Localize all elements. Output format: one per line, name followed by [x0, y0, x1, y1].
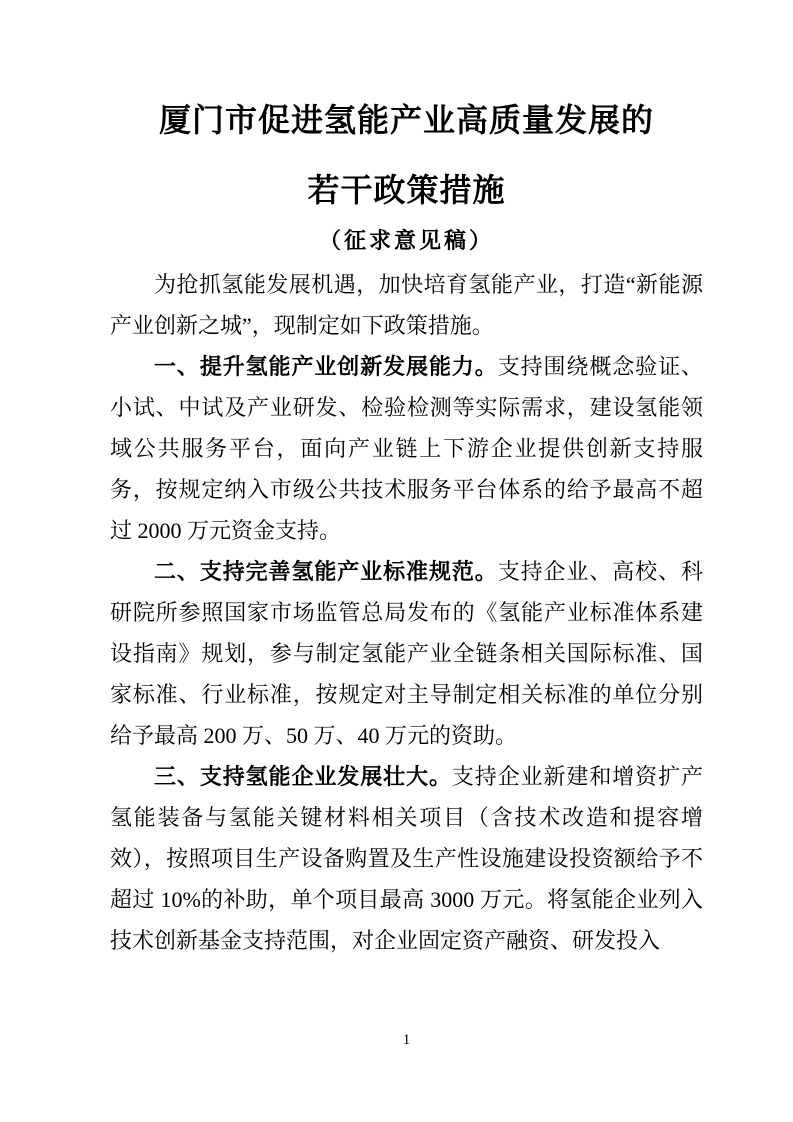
paragraph-item-1-lead: 一、提升氢能产业创新发展能力。 — [154, 354, 498, 379]
doc-title-line1: 厦门市促进氢能产业高质量发展的 — [158, 102, 654, 138]
page-number: 1 — [402, 1032, 411, 1048]
paragraph-intro-text: 为抢抓氢能发展机遇，加快培育氢能产业，打造“新能源产业创新之城”，现制定如下政策措施。 — [110, 272, 703, 338]
paragraph-item-2-lead: 二、支持完善氢能产业标准规范。 — [154, 559, 498, 584]
paragraph-item-3-lead: 三、支持氢能企业发展壮大。 — [154, 764, 452, 789]
paragraph-item-3-text: 支持企业新建和增资扩产氢能装备与氢能关键材料相关项目（含技术改造和提容增效），按照项目生产设备购置及生产性设施建设投资额给予不超过 10%的补助，单个项目最高 3000 万元。将氢能企业列入技术创新基金支持范围，对企业固定资产融资、研发投入 — [110, 764, 703, 953]
paragraph-item-2 — [110, 551, 703, 756]
paragraph-item-3 — [110, 756, 703, 961]
paragraph-item-2-text: 支持企业、高校、科研院所参照国家市场监管总局发布的《氢能产业标准体系建设指南》规划，参与制定氢能产业全链条相关国际标准、国家标准、行业标准，按规定对主导制定相关标准的单位分别给予最高 200 万、50 万、40 万元的资助。 — [110, 559, 703, 748]
doc-body — [110, 264, 703, 961]
paragraph-intro — [110, 264, 703, 346]
paragraph-item-1-text: 支持围绕概念验证、小试、中试及产业研发、检验检测等实际需求，建设氢能领域公共服务平台，面向产业链上下游企业提供创新支持服务，按规定纳入市级公共技术服务平台体系的给予最高不超过 2000 万元资金支持。 — [110, 354, 703, 543]
doc-subtitle: （征求意见稿） — [318, 228, 494, 253]
doc-title-line2: 若干政策措施 — [307, 172, 506, 208]
paragraph-item-1 — [110, 346, 703, 551]
